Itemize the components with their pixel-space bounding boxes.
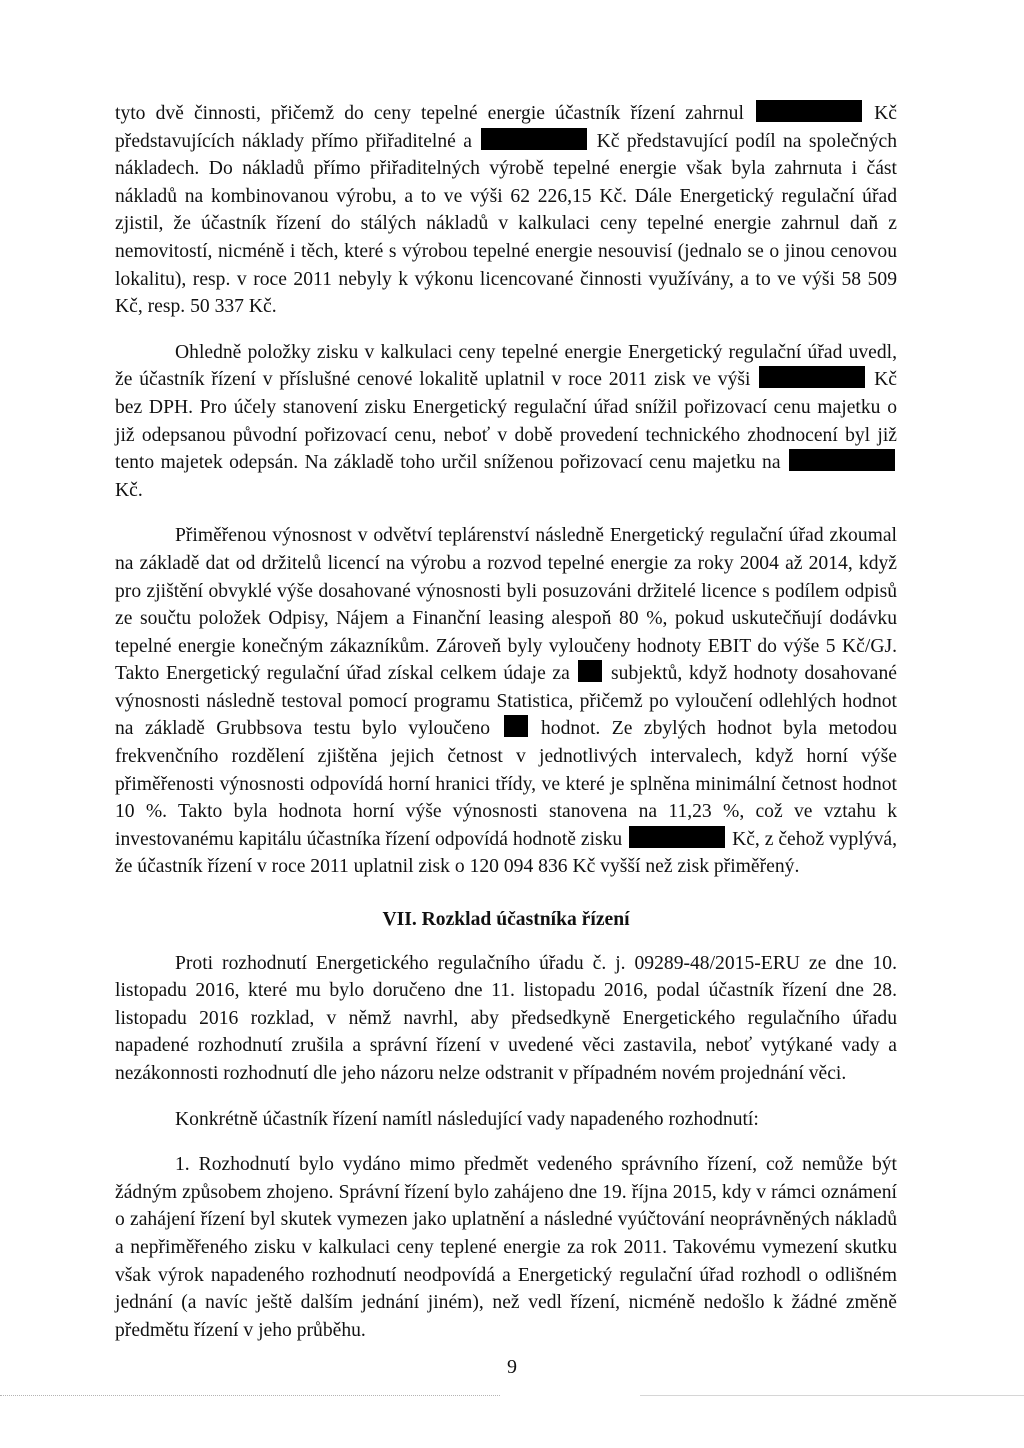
document-page — [115, 100, 897, 1344]
redaction-block — [759, 366, 865, 388]
text-segment: subjektů, když hodnoty dosahované výnosnosti následně testoval pomocí programu Statistica, přičemž po vyloučení odlehlých hodnot na základě Grubbsova testu bylo vyloučeno — [115, 663, 897, 740]
paragraph-return — [115, 522, 897, 881]
text-segment: Přiměřenou výnosnost v odvětví teplárenství následně Energetický regulační úřad zkoumal na základě dat od držitelů licencí na výrobu a rozvod tepelné energie za roky 2004 až 2014, když pro zjištění obvyklé výše dosahované výnosnosti byli posuzováni držitelé licence s podílem odpisů ze součtu položek Odpisy, Nájem a Finanční leasing alespoň 80 %, pokud uskutečňují dodávku tepelné energie konečným zákazníkům. Zároveň byly vyloučeny hodnoty EBIT do výše 5 Kč/GJ. Takto Energetický regulační úřad získal celkem údaje za — [115, 525, 897, 685]
redaction-block — [578, 660, 602, 682]
redaction-block — [629, 826, 725, 848]
scan-artifact-line — [640, 1395, 1024, 1396]
paragraph-objections-intro: Konkrétně účastník řízení namítl následující vady napadeného rozhodnutí: — [175, 1108, 759, 1130]
text-segment: Kč představujících náklady přímo přiřaditelné a — [115, 103, 897, 152]
paragraph-profit — [115, 339, 897, 505]
redaction-block — [481, 128, 587, 150]
paragraph-appeal: Proti rozhodnutí Energetického regulačního úřadu č. j. 09289-48/2015-ERU ze dne 10. listopadu 2016, které mu bylo doručeno dne 11. listopadu 2016, podal účastník řízení dne 28. listopadu 2016 rozklad, v němž navrhl, aby předsedkyně Energetického regulačního úřadu napadené rozhodnutí zrušila a správní řízení v uvedené věci zastavila, neboť vytýkané vady a nezákonnosti rozhodnutí dle jeho názoru nelze odstranit v případném novém projednání věci. — [115, 952, 897, 1084]
text-segment: hodnot. Ze zbylých hodnot byla metodou frekvenčního rozdělení zjištěna jejich četnost v jednotlivých intervalech, když horní výše přiměřenosti výnosnosti odpovídá horní hranici třídy, ve které je splněna minimální četnost hodnot 10 %. Takto byla hodnota horní výše výnosnosti stanovena na 11,23 %, což ve vztahu k investovanému kapitálu účastníka řízení odpovídá hodnotě zisku — [115, 718, 898, 850]
paragraph-costs — [115, 100, 897, 321]
scan-artifact-line — [0, 1395, 500, 1396]
paragraph-objection-1: 1. Rozhodnutí bylo vydáno mimo předmět vedeného správního řízení, což nemůže být žádným způsobem zhojeno. Správní řízení bylo zahájeno dne 19. října 2015, kdy v rámci oznámení o zahájení řízení byl skutek vymezen jako uplatnění a následné vyúčtování neoprávněných nákladů a nepřiměřeného zisku v kalkulaci ceny teplené energie za rok 2011. Takovému vymezení skutku však výrok napadeného rozhodnutí neodpovídá a Energetický regulační úřad rozhodl o odlišném jednání (a navíc ještě dalším jednání jiném), než vedl řízení, nicméně nedošlo k žádné změně předmětu řízení v jeho průběhu. — [115, 1154, 897, 1341]
page-number: 9 — [507, 1356, 517, 1378]
text-segment: Kč, z čehož vyplývá, že účastník řízení v roce 2011 uplatnil zisk o 120 094 836 Kč vyšší než zisk přiměřený. — [115, 828, 897, 878]
redaction-block — [504, 715, 528, 737]
text-segment: Ohledně položky zisku v kalkulaci ceny tepelné energie Energetický regulační úřad uvedl, že účastník řízení v příslušné cenové lokalitě uplatnil v roce 2011 zisk ve výši — [115, 341, 897, 391]
redaction-block — [789, 449, 895, 471]
section-heading: VII. Rozklad účastníka řízení — [382, 909, 630, 931]
text-segment: Kč představující podíl na společných nákladech. Do nákladů přímo přiřaditelných výrobě tepelné energie však byla zahrnuta i část nákladů na kombinovanou výrobu, a to ve výši 62 226,15 Kč. Dále Energetický regulační úřad zjistil, že účastník řízení do stálých nákladů v kalkulaci ceny tepelné energie zahrnul daň z nemovitostí, nicméně i těch, které s výrobou tepelné energie nesouvisí (jednalo se o jinou cenovou lokalitu), resp. v roce 2011 nebyly k výkonu licencované činnosti využívány, a to ve výši 58 509 Kč, resp. 50 337 Kč. — [115, 130, 897, 318]
text-segment: Kč. — [115, 479, 143, 501]
redaction-block — [756, 100, 862, 122]
text-segment: tyto dvě činnosti, přičemž do ceny tepelné energie účastník řízení zahrnul — [115, 103, 744, 124]
text-segment: Kč bez DPH. Pro účely stanovení zisku Energetický regulační úřad snížil pořizovací cenu majetku o již odepsanou původní pořizovací cenu, neboť v době provedení technického zhodnocení byl již tento majetek odepsán. Na základě toho určil sníženou pořizovací cenu majetku na — [115, 369, 897, 474]
